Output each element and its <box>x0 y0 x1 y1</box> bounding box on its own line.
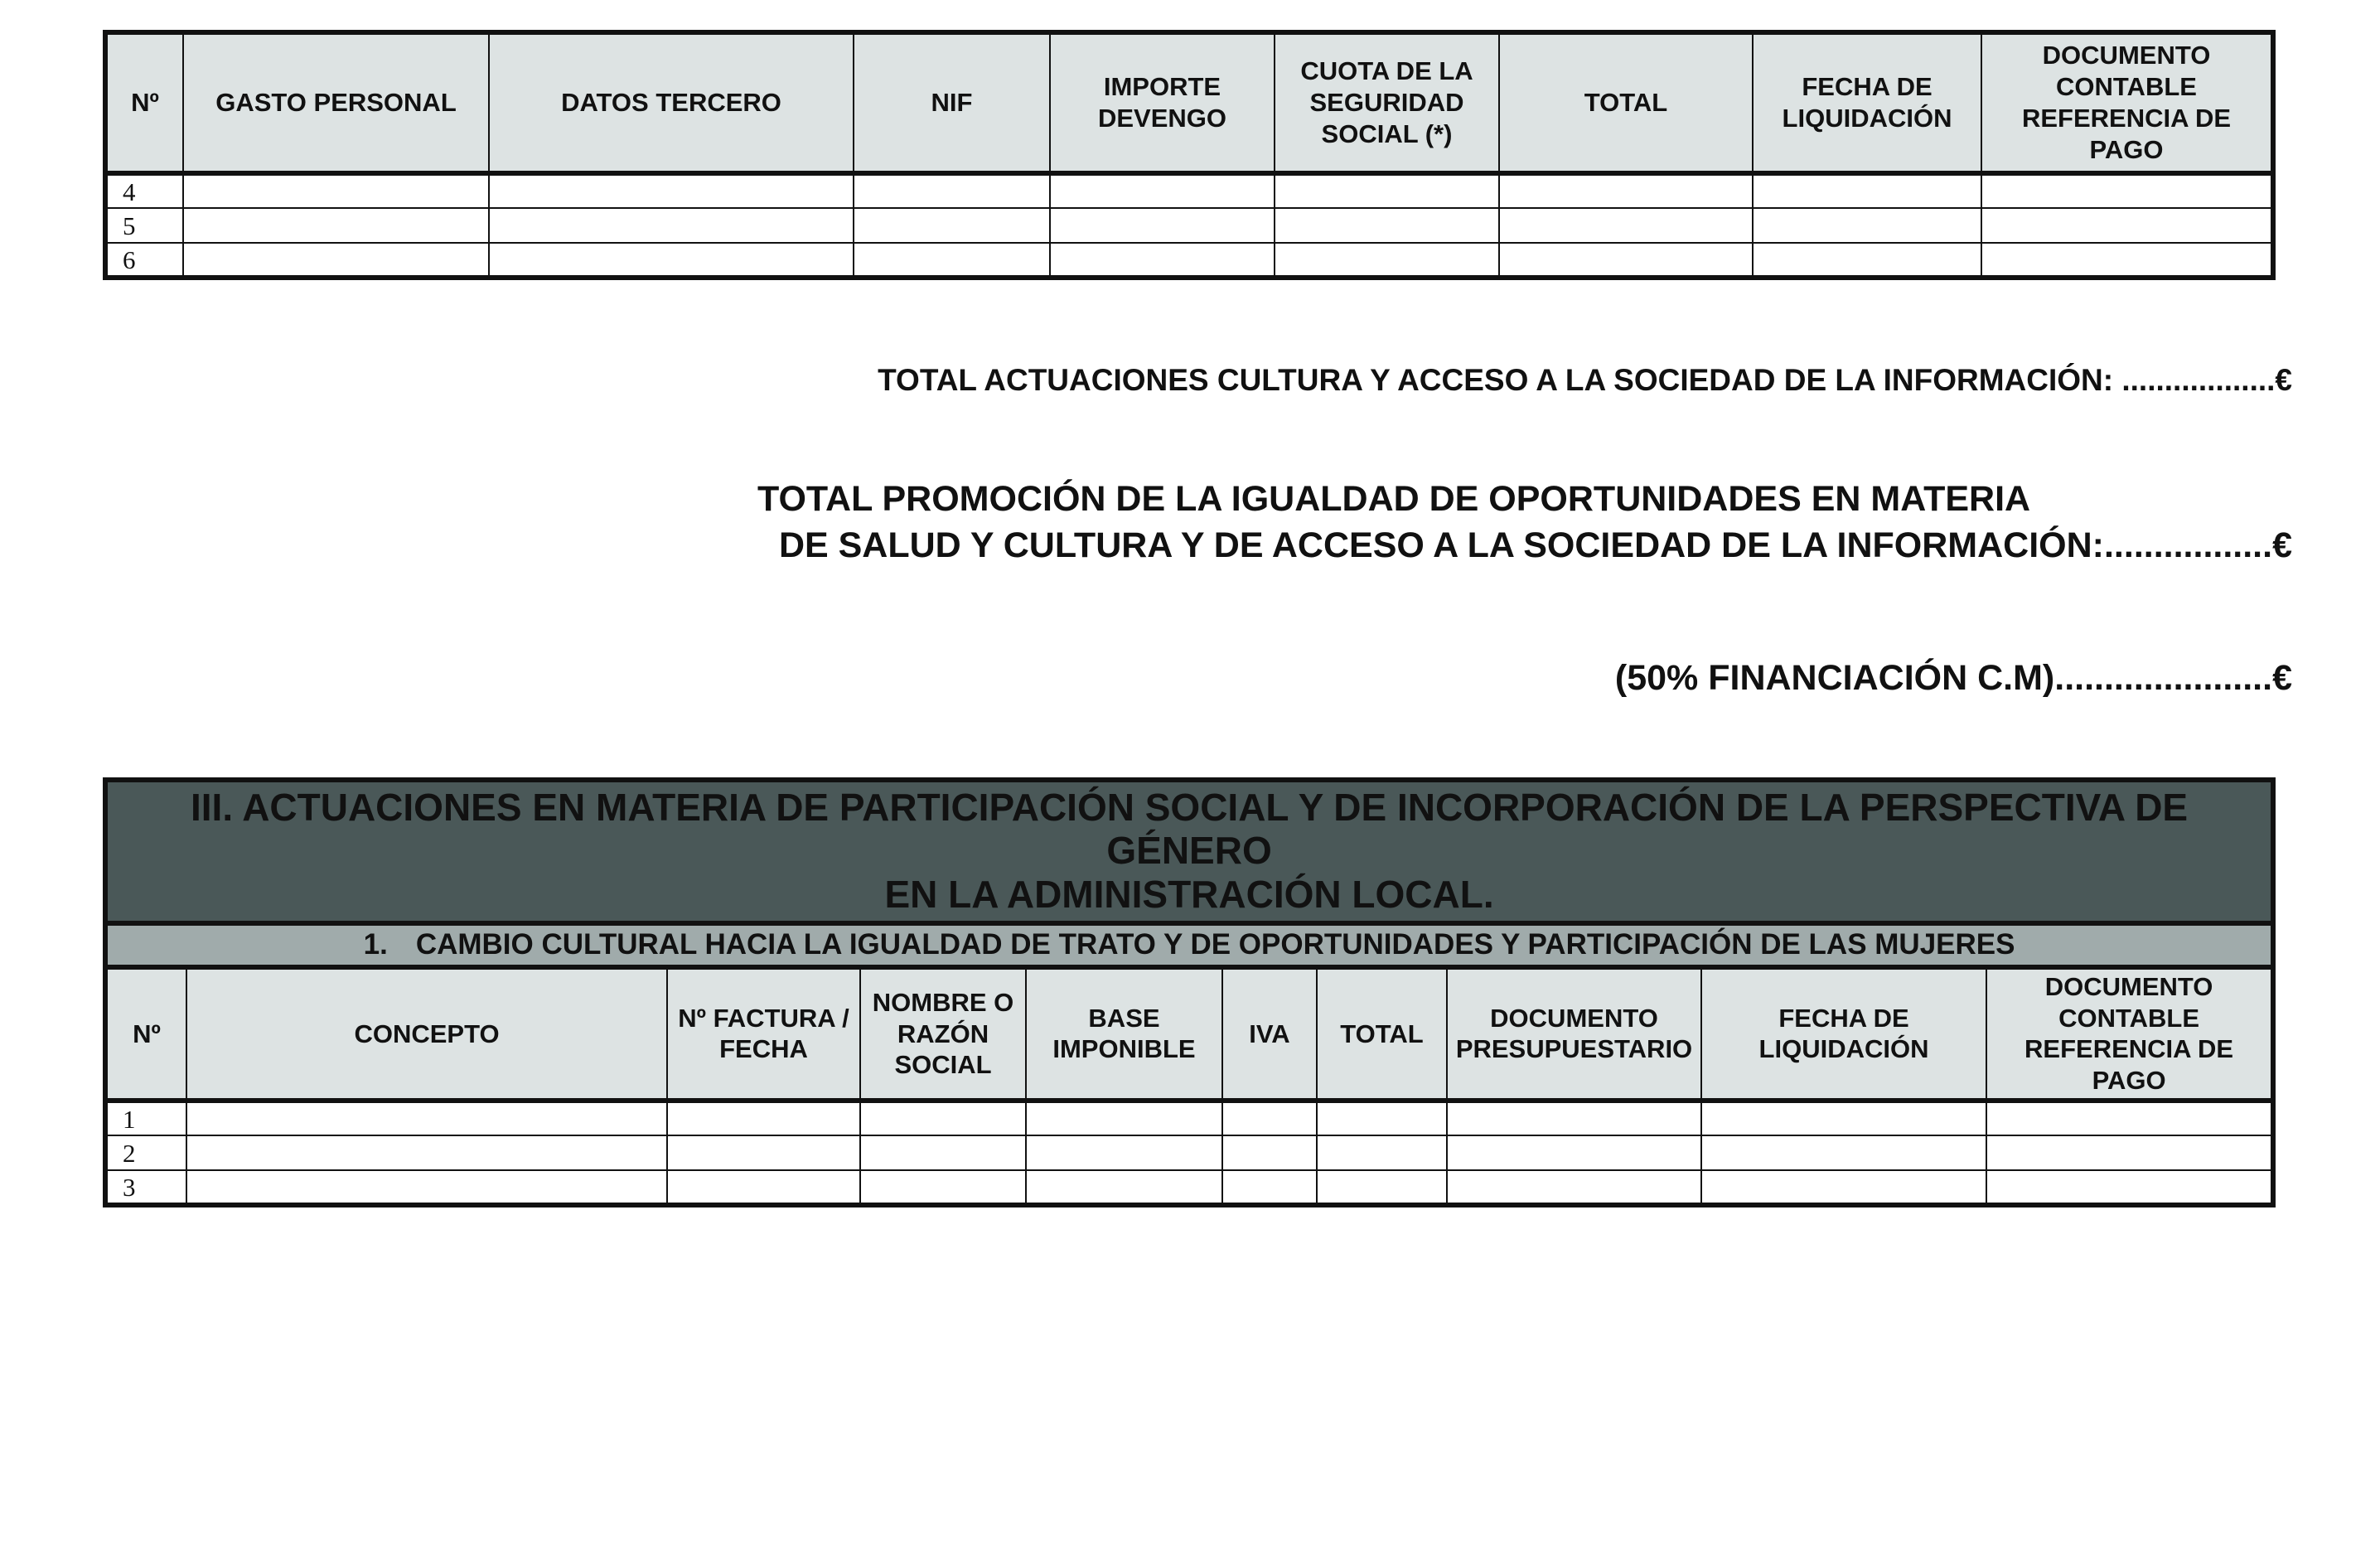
cell[interactable] <box>667 1135 860 1170</box>
cell[interactable] <box>1499 208 1753 243</box>
cell[interactable] <box>1753 173 1981 208</box>
cell[interactable] <box>667 1170 860 1205</box>
subtitle-number: 1. <box>363 928 388 961</box>
header-cell: GASTO PERSONAL <box>183 32 489 173</box>
cell[interactable] <box>1275 243 1499 278</box>
header-cell: IVA <box>1222 967 1317 1101</box>
row-number: 2 <box>105 1135 186 1170</box>
header-cell: DATOS TERCERO <box>489 32 854 173</box>
cell[interactable] <box>1050 243 1275 278</box>
cell[interactable] <box>1317 1101 1447 1135</box>
cell[interactable] <box>183 173 489 208</box>
header-cell: FECHA DE LIQUIDACIÓN <box>1753 32 1981 173</box>
row-number: 3 <box>105 1170 186 1205</box>
cell[interactable] <box>1447 1101 1701 1135</box>
cell[interactable] <box>1447 1170 1701 1205</box>
header-cell: NOMBRE O RAZÓN SOCIAL <box>860 967 1026 1101</box>
header-cell: FECHA DE LIQUIDACIÓN <box>1701 967 1986 1101</box>
cell[interactable] <box>489 173 854 208</box>
total-promocion-line-1: TOTAL PROMOCIÓN DE LA IGUALDAD DE OPORTUNIDADES EN MATERIA <box>757 479 2031 519</box>
cell[interactable] <box>1317 1135 1447 1170</box>
cell[interactable] <box>1026 1170 1222 1205</box>
cell[interactable] <box>1986 1135 2273 1170</box>
subtitle-text: CAMBIO CULTURAL HACIA LA IGUALDAD DE TRATO Y DE OPORTUNIDADES Y PARTICIPACIÓN DE LAS MUJERES <box>415 928 2015 961</box>
header-cell: Nº <box>105 32 183 173</box>
row-number: 1 <box>105 1101 186 1135</box>
cell[interactable] <box>186 1170 667 1205</box>
cell[interactable] <box>1447 1135 1701 1170</box>
cell[interactable] <box>854 208 1050 243</box>
section-title <box>105 780 2273 923</box>
cell[interactable] <box>667 1101 860 1135</box>
cell[interactable] <box>1317 1170 1447 1205</box>
header-cell: BASE IMPONIBLE <box>1026 967 1222 1101</box>
header-cell: Nº FACTURA / FECHA <box>667 967 860 1101</box>
cell[interactable] <box>860 1101 1026 1135</box>
cell[interactable] <box>1981 208 2273 243</box>
header-cell: TOTAL <box>1317 967 1447 1101</box>
cell[interactable] <box>1986 1170 2273 1205</box>
section-title-line-1: III. ACTUACIONES EN MATERIA DE PARTICIPACIÓN SOCIAL Y DE INCORPORACIÓN DE LA PERSPECTIVA DE GÉNERO <box>191 786 2189 873</box>
table-row <box>105 1135 2273 1170</box>
table-row <box>105 1101 2273 1135</box>
section-subtitle <box>105 923 2273 967</box>
personal-expenses-table <box>103 30 2276 280</box>
header-cell: TOTAL <box>1499 32 1753 173</box>
cell[interactable] <box>1701 1170 1986 1205</box>
cell[interactable] <box>489 243 854 278</box>
cell[interactable] <box>860 1170 1026 1205</box>
header-cell: DOCUMENTO CONTABLE REFERENCIA DE PAGO <box>1981 32 2273 173</box>
financiacion-line: (50% FINANCIACIÓN C.M)......................€ <box>1614 658 2292 698</box>
cell[interactable] <box>1753 208 1981 243</box>
header-cell: CONCEPTO <box>186 967 667 1101</box>
cell[interactable] <box>1050 173 1275 208</box>
cell[interactable] <box>1222 1170 1317 1205</box>
table-row <box>105 208 2273 243</box>
section-iii-table <box>103 777 2276 1207</box>
header-cell: Nº <box>105 967 186 1101</box>
cell[interactable] <box>1981 173 2273 208</box>
cell[interactable] <box>183 208 489 243</box>
section-title-line-2: EN LA ADMINISTRACIÓN LOCAL. <box>884 872 1494 916</box>
header-cell: DOCUMENTO CONTABLE REFERENCIA DE PAGO <box>1986 967 2273 1101</box>
cell[interactable] <box>1222 1101 1317 1135</box>
cell[interactable] <box>854 173 1050 208</box>
cell[interactable] <box>186 1101 667 1135</box>
cell[interactable] <box>1753 243 1981 278</box>
cell[interactable] <box>489 208 854 243</box>
cell[interactable] <box>1026 1135 1222 1170</box>
row-number: 5 <box>105 208 183 243</box>
cell[interactable] <box>1701 1101 1986 1135</box>
cell[interactable] <box>1275 173 1499 208</box>
cell[interactable] <box>1222 1135 1317 1170</box>
section-subtitle-row <box>105 923 2273 967</box>
cell[interactable] <box>1499 173 1753 208</box>
table-header-row <box>105 32 2273 173</box>
table-row <box>105 243 2273 278</box>
table-header-row <box>105 967 2273 1101</box>
cell[interactable] <box>860 1135 1026 1170</box>
cell[interactable] <box>186 1135 667 1170</box>
cell[interactable] <box>1275 208 1499 243</box>
cell[interactable] <box>1050 208 1275 243</box>
cell[interactable] <box>1026 1101 1222 1135</box>
cell[interactable] <box>1986 1101 2273 1135</box>
row-number: 6 <box>105 243 183 278</box>
cell[interactable] <box>854 243 1050 278</box>
cell[interactable] <box>1981 243 2273 278</box>
header-cell: NIF <box>854 32 1050 173</box>
row-number: 4 <box>105 173 183 208</box>
header-cell: IMPORTE DEVENGO <box>1050 32 1275 173</box>
section-title-row <box>105 780 2273 923</box>
table-row <box>105 173 2273 208</box>
cell[interactable] <box>183 243 489 278</box>
total-cultura-line: TOTAL ACTUACIONES CULTURA Y ACCESO A LA SOCIEDAD DE LA INFORMACIÓN: ..................€ <box>878 363 2292 397</box>
header-cell: DOCUMENTO PRESUPUESTARIO <box>1447 967 1701 1101</box>
cell[interactable] <box>1701 1135 1986 1170</box>
header-cell: CUOTA DE LA SEGURIDAD SOCIAL (*) <box>1275 32 1499 173</box>
table-row <box>105 1170 2273 1205</box>
cell[interactable] <box>1499 243 1753 278</box>
total-promocion-line-2: DE SALUD Y CULTURA Y DE ACCESO A LA SOCIEDAD DE LA INFORMACIÓN:.................€ <box>778 525 2292 565</box>
